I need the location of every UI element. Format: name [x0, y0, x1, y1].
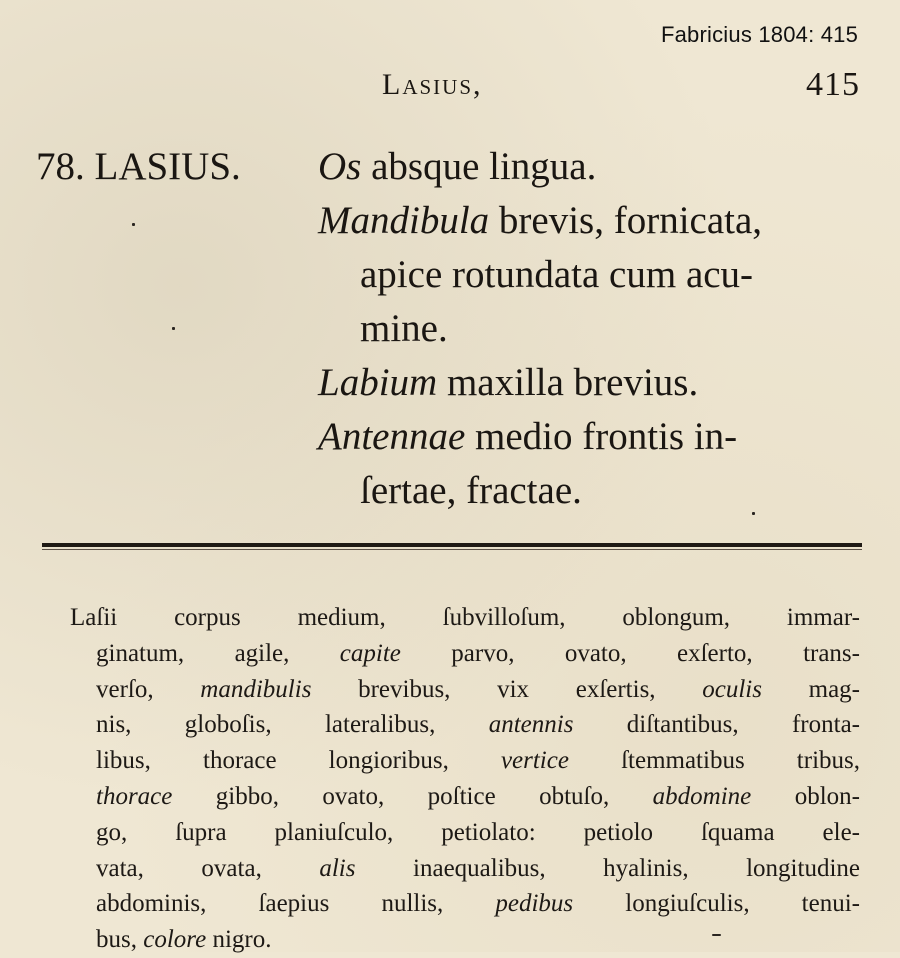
description-text: nis, globoſis, lateralibus,	[96, 711, 489, 739]
description-text: ginatum, agile,	[96, 639, 340, 667]
description-line	[70, 779, 860, 815]
description-text: go, ſupra planiuſculo, petiolato: petiolo ſquama ele-	[96, 818, 860, 846]
character-text: medio frontis in-	[465, 415, 738, 458]
character-text: brevis, fornicata,	[489, 199, 763, 242]
description-line	[70, 851, 860, 887]
divider-thin-rule	[42, 549, 862, 550]
description-text: gibbo, ovato, poſtice obtuſo,	[172, 782, 653, 810]
description-line	[70, 672, 860, 708]
description-text: libus, thorace longioribus,	[96, 747, 501, 775]
genus-character-entry	[318, 140, 874, 194]
description-term: antennis	[488, 711, 574, 739]
character-term: Os	[318, 145, 362, 188]
genus-character-entry	[318, 194, 874, 356]
description-term: mandibulis	[200, 675, 312, 703]
print-speck	[752, 512, 755, 515]
source-citation: Fabricius 1804: 415	[660, 22, 858, 47]
genus-character-entry	[318, 410, 874, 518]
character-term: Antennae	[318, 415, 466, 458]
description-term: abdomine	[652, 782, 752, 810]
description-line	[70, 743, 860, 779]
character-text: absque lingua.	[361, 145, 597, 188]
print-speck	[172, 327, 175, 330]
description-text: Laſii corpus medium, ſubvilloſum, oblongum, immar-	[70, 604, 860, 631]
character-term: Mandibula	[318, 199, 490, 242]
description-term: thorace	[96, 782, 173, 810]
print-speck	[712, 934, 721, 936]
character-continuation: ſertae, fractae.	[360, 469, 582, 512]
description-term: capite	[339, 639, 401, 667]
description-text: abdominis, ſaepius nullis,	[96, 890, 496, 918]
description-line	[70, 707, 860, 743]
genus-character-list	[318, 140, 874, 518]
description-term: oculis	[702, 675, 762, 703]
description-term: alis	[319, 854, 356, 882]
divider-thick-rule	[42, 543, 862, 547]
description-text: bus,	[96, 926, 144, 954]
print-speck	[132, 223, 135, 226]
description-text: verſo,	[96, 675, 201, 703]
running-head-title: Lasius,	[382, 68, 483, 101]
description-text: vata, ovata,	[96, 854, 320, 882]
description-text: mag-	[761, 675, 860, 703]
description-line	[70, 886, 860, 922]
character-continuation: mine.	[360, 307, 448, 350]
description-line	[70, 636, 860, 672]
section-divider	[42, 538, 862, 552]
character-term: Labium	[318, 361, 438, 404]
character-continuation: apice rotundata cum acu-	[360, 253, 754, 296]
description-text: longiuſculis, tenui-	[573, 890, 860, 918]
genus-number-label: 78. LASIUS.	[36, 145, 241, 188]
description-term: vertice	[500, 747, 569, 775]
description-line	[70, 600, 860, 636]
description-term: pedibus	[495, 890, 574, 918]
description-text: parvo, ovato, exſerto, trans-	[400, 639, 860, 667]
description-line	[70, 922, 860, 958]
description-text: brevibus, vix exſertis,	[311, 675, 703, 703]
character-text: maxilla brevius.	[437, 361, 699, 404]
genus-character-entry	[318, 356, 874, 410]
description-text: inaequalibus, hyalinis, longitudine	[355, 854, 860, 882]
description-term: colore	[143, 926, 207, 954]
description-line	[70, 815, 860, 851]
description-text: diſtantibus, fronta-	[573, 711, 860, 739]
description-text: nigro.	[206, 926, 272, 954]
species-description	[70, 600, 860, 958]
page-number: 415	[806, 66, 860, 103]
description-text: oblon-	[751, 782, 860, 810]
description-text: ſtemmatibus tribus,	[568, 747, 860, 775]
